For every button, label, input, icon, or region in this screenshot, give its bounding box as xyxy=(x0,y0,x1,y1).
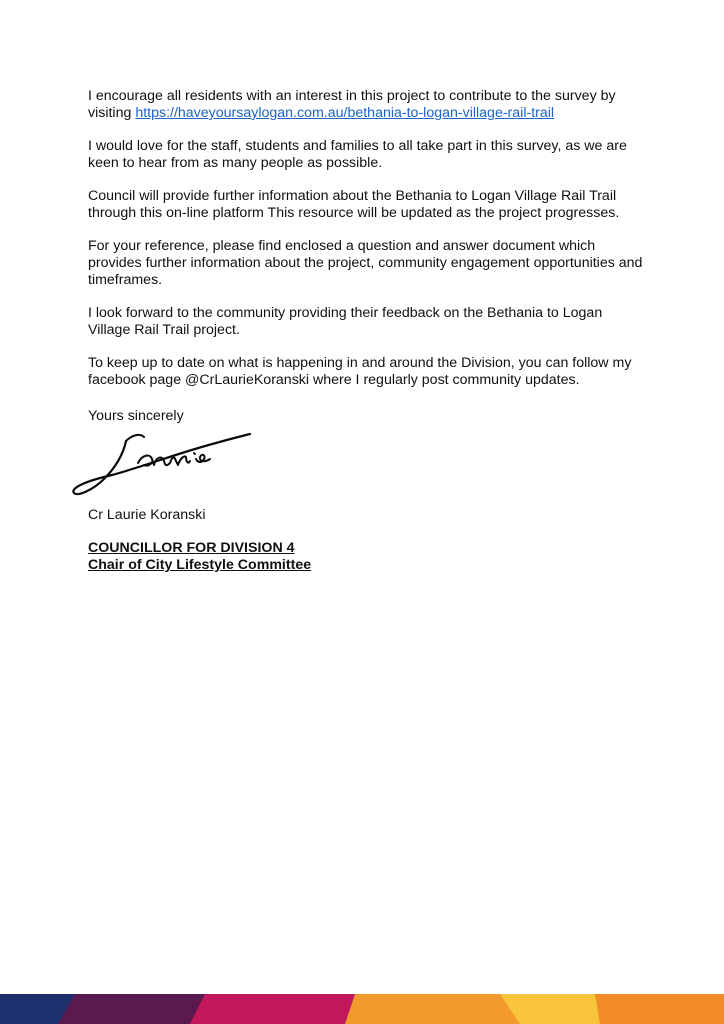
title-councillor: COUNCILLOR FOR DIVISION 4 xyxy=(88,540,295,556)
footer-color-band xyxy=(0,994,724,1024)
paragraph-council-info: Council will provide further information about the Bethania to Logan Village Rail Trail through this on-line platform This resource will be updated as the project progresses. xyxy=(88,188,620,221)
paragraph-survey xyxy=(88,88,648,122)
paragraph-reference: For your reference, please find enclosed a question and answer document which provides further information about the project, community engagement opportunities and timeframes. xyxy=(88,238,643,288)
paragraph-feedback: I look forward to the community providing their feedback on the Bethania to Logan Village Rail Trail project. xyxy=(88,305,603,338)
title-committee-chair: Chair of City Lifestyle Committee xyxy=(88,557,312,573)
letter-body xyxy=(88,88,648,574)
signatory-name: Cr Laurie Koranski xyxy=(88,507,206,523)
survey-link[interactable]: https://haveyoursaylogan.com.au/bethania-to-logan-village-rail-trail xyxy=(135,105,555,121)
paragraph-facebook: To keep up to date on what is happening in and around the Division, you can follow my facebook page @CrLaurieKoranski where I regularly post community updates. xyxy=(88,355,632,388)
signatory-titles xyxy=(88,540,648,574)
paragraph-participation: I would love for the staff, students and families to all take part in this survey, as we are keen to hear from as many people as possible. xyxy=(88,138,627,171)
closing-salutation: Yours sincerely xyxy=(88,408,184,424)
handwritten-signature xyxy=(66,423,256,503)
paragraph-survey-text: I encourage all residents with an interest in this project to contribute to the survey by visiting xyxy=(88,88,616,121)
